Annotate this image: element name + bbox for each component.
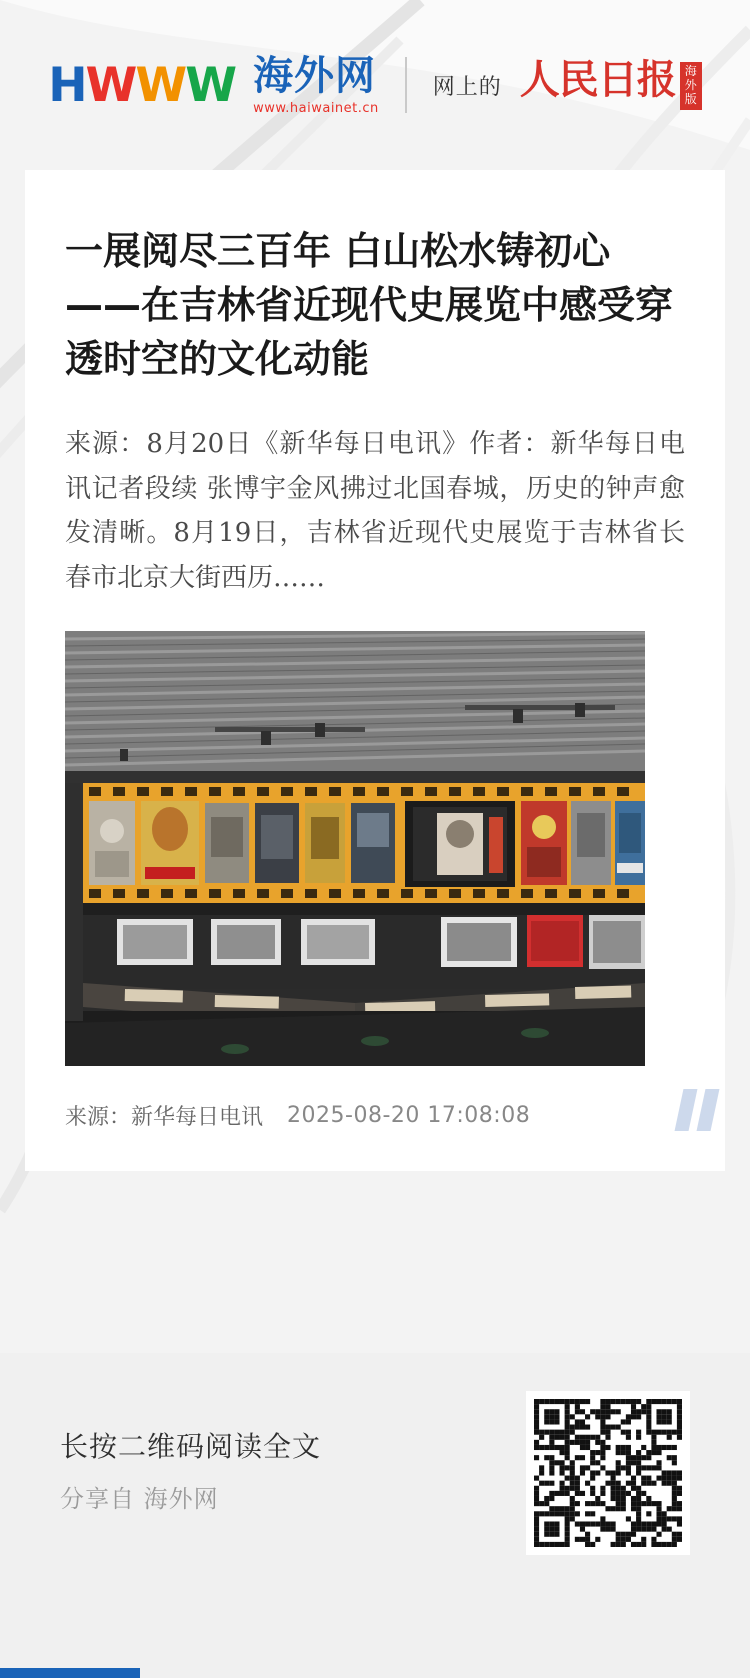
accent-bar-blue (0, 1668, 140, 1678)
brand-divider (405, 57, 407, 113)
publish-time: 2025-08-20 17:08:08 (287, 1102, 531, 1128)
share-from-label: 分享自 海外网 (60, 1485, 219, 1513)
exhibition-hall-photo (65, 631, 645, 1066)
article-image[interactable] (65, 631, 645, 1066)
hww-logo-icon (48, 57, 236, 113)
partner-logo (519, 56, 702, 109)
brand-chinese-block (253, 53, 379, 116)
partner-tag: 海外版 (680, 62, 702, 109)
source-text: 来源：新华每日电讯 (65, 1104, 264, 1130)
footer-share-bar (0, 1353, 750, 1678)
qr-cta-label: 长按二维码阅读全文 (60, 1430, 322, 1463)
site-header (0, 0, 750, 170)
hww-letter-w3: W (185, 57, 236, 113)
article-summary: 来源：8月20日《新华每日电讯》作者：新华每日电讯记者段续 张博宇金风拂过北国春城，历史的钟声愈发清晰。8月19日，吉林省近现代史展览于吉林省长春市北京大街西历…… (65, 428, 685, 594)
accent-bar-rest (140, 1668, 750, 1678)
qr-code-icon (534, 1399, 682, 1547)
hww-letter-h: H (48, 57, 86, 113)
quote-decoration-icon (679, 1089, 715, 1131)
hww-letter-w1: W (85, 57, 136, 113)
article-source-line (65, 1100, 685, 1131)
brand-url: www.haiwainet.cn (253, 100, 379, 116)
page-title: 一展阅尽三百年 白山松水铸初心——在吉林省近现代史展览中感受穿透时空的文化动能 (65, 229, 674, 381)
brand-lockup[interactable] (48, 53, 702, 116)
qr-code[interactable] (526, 1391, 690, 1555)
partner-name: 人民日报 (519, 56, 676, 104)
hww-letter-w2: W (135, 57, 186, 113)
bottom-accent-bar (0, 1668, 750, 1678)
brand-name-cn: 海外网 (253, 53, 377, 98)
brand-tagline: 网上的 (432, 73, 502, 99)
article-card (25, 170, 725, 1171)
